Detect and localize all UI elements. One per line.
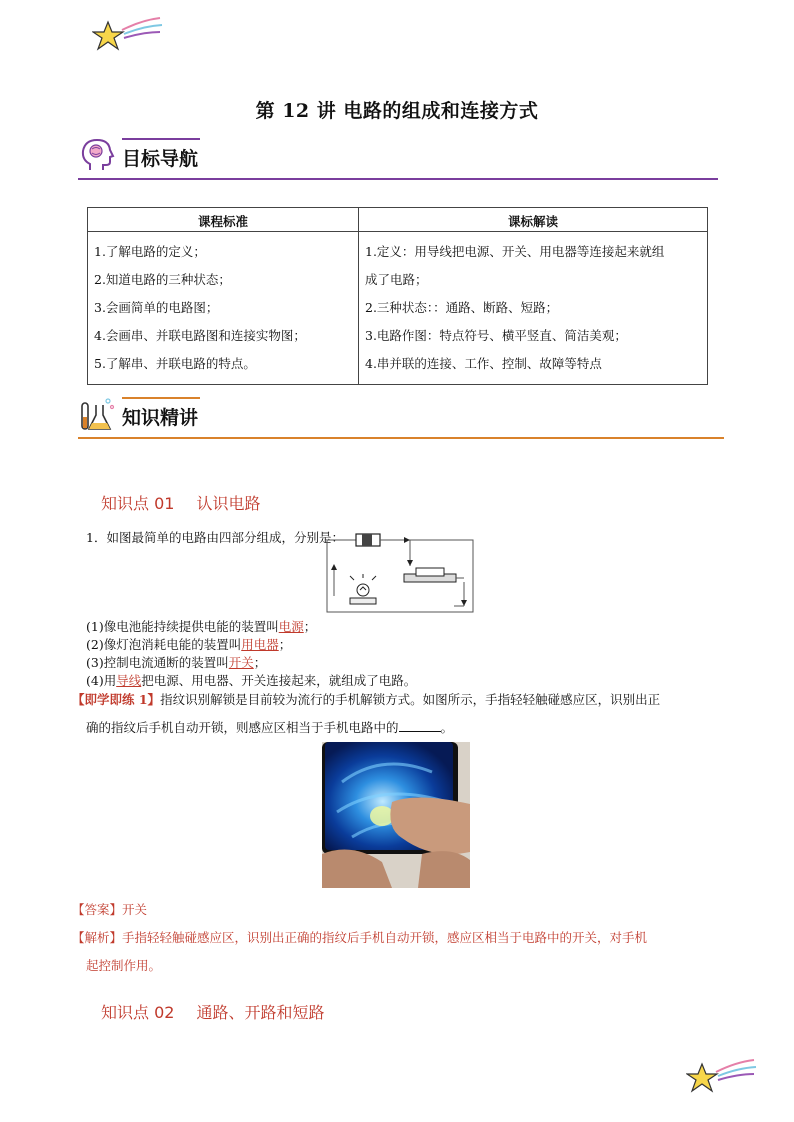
question-item: (3)控制电流通断的装置叫开关； xyxy=(86,655,267,670)
section-title: 知识精讲 xyxy=(122,407,199,429)
answer-text: 开关 xyxy=(122,902,148,917)
section-title: 目标导航 xyxy=(122,148,199,170)
shooting-star-icon xyxy=(686,1058,758,1098)
curriculum-table xyxy=(87,207,708,385)
list-item: 2.三种状态：：通路、断路、短路； xyxy=(365,300,559,315)
list-item: 1.了解电路的定义； xyxy=(94,244,206,259)
table-header-cell: 课标解读 xyxy=(359,208,708,232)
analysis-text: 手指轻轻触碰感应区，识别出正确的指纹后手机自动开锁，感应区相当于电路中的开关，对手机 xyxy=(122,930,648,945)
shooting-star-icon xyxy=(92,16,164,56)
list-item: 2.知道电路的三种状态； xyxy=(94,272,231,287)
question-item: (2)像灯泡消耗电能的装置叫用电器； xyxy=(86,637,292,652)
practice-tag: 【即学即练 1】 xyxy=(72,692,161,707)
practice-question-cont: 确的指纹后手机自动开锁，则感应区相当于手机电路中的 。 xyxy=(86,720,454,735)
practice-question: 【即学即练 1】指纹识别解锁是目前较为流行的手机解锁方式。如图所示，手指轻轻触碰感应区，识别出正 xyxy=(72,692,661,707)
knowledge-point-number: 知识点 01 xyxy=(101,494,175,513)
knowledge-point-name: 认识电路 xyxy=(196,494,261,513)
section-divider xyxy=(78,178,718,180)
answer-line xyxy=(72,900,147,918)
answer-tag: 【答案】 xyxy=(72,902,123,917)
analysis-text-cont: 起控制作用。 xyxy=(86,958,162,973)
list-item: 成了电路； xyxy=(365,272,428,287)
table-cell-interpretation xyxy=(359,232,708,385)
question-item: (4)用导线把电源、用电器、开关连接起来，就组成了电路。 xyxy=(86,673,417,688)
fingerprint-phone-photo xyxy=(322,742,470,888)
list-item: 3.电路作图：特点符号、横平竖直、简洁美观； xyxy=(365,328,627,343)
knowledge-point-title xyxy=(101,1000,324,1023)
answer-blank xyxy=(399,720,441,732)
section-header-goal xyxy=(78,136,718,180)
table-row xyxy=(88,232,708,385)
answer-highlight: 导线 xyxy=(116,673,142,688)
list-item: 1.定义：用导线把电源、开关、用电器等连接起来就组 xyxy=(365,244,665,259)
list-item: 4.会画串、并联电路图和连接实物图； xyxy=(94,328,306,343)
table-cell-standards xyxy=(88,232,359,385)
table-header-row xyxy=(88,208,708,232)
list-item: 3.会画简单的电路图； xyxy=(94,300,219,315)
page-title: 第 12 讲 电路的组成和连接方式 xyxy=(255,100,539,122)
section-divider xyxy=(78,437,724,439)
simple-circuit-diagram xyxy=(326,526,474,614)
answer-highlight: 电源 xyxy=(278,619,304,634)
question-item: (1)像电池能持续提供电能的装置叫电源； xyxy=(86,619,317,634)
section-overline xyxy=(122,138,200,140)
table-header-cell: 课程标准 xyxy=(88,208,359,232)
answer-highlight: 开关 xyxy=(228,655,254,670)
knowledge-point-title xyxy=(101,491,260,514)
knowledge-point-number: 知识点 02 xyxy=(101,1003,175,1022)
list-item: 4.串并联的连接、工作、控制、故障等特点 xyxy=(365,356,602,371)
section-header-knowledge xyxy=(78,395,724,439)
section-overline xyxy=(122,397,200,399)
answer-highlight: 用电器 xyxy=(241,637,279,652)
question-intro: 1．如图最简单的电路由四部分组成，分别是： xyxy=(86,530,344,545)
lab-flask-icon xyxy=(78,395,118,435)
analysis-line xyxy=(72,928,647,946)
knowledge-point-name: 通路、开路和短路 xyxy=(196,1003,325,1022)
list-item: 5.了解串、并联电路的特点。 xyxy=(94,356,256,371)
analysis-tag: 【解析】 xyxy=(72,930,123,945)
brain-head-icon xyxy=(78,136,118,176)
